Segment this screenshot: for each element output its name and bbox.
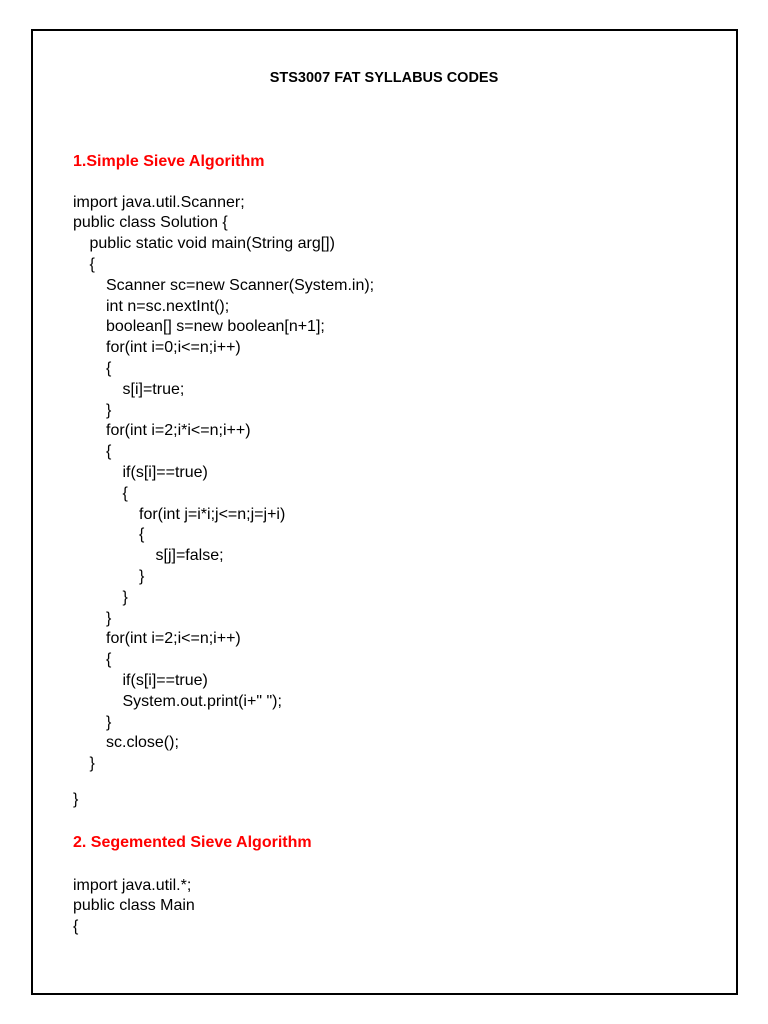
code-line: System.out.print(i+" "); bbox=[122, 692, 282, 710]
code-line: public static void main(String arg[]) bbox=[89, 235, 335, 253]
code-line: } bbox=[89, 755, 95, 773]
code-line: public class Main bbox=[73, 897, 195, 915]
code-line: boolean[] s=new boolean[n+1]; bbox=[106, 318, 325, 336]
code-line: sc.close(); bbox=[106, 734, 179, 752]
code-line: Scanner sc=new Scanner(System.in); bbox=[106, 276, 375, 294]
code-block bbox=[73, 193, 374, 811]
code-line: for(int j=i*i;j<=n;j=j+i) bbox=[139, 505, 286, 523]
code-line: { bbox=[106, 359, 112, 377]
section-heading: 2. Segemented Sieve Algorithm bbox=[73, 833, 312, 851]
code-line: } bbox=[106, 713, 112, 731]
code-line: } bbox=[106, 609, 112, 627]
code-line: } bbox=[73, 791, 79, 809]
code-line: } bbox=[122, 588, 128, 606]
code-line: { bbox=[106, 443, 112, 461]
code-line: for(int i=2;i*i<=n;i++) bbox=[106, 422, 251, 440]
code-line: if(s[i]==true) bbox=[122, 463, 208, 481]
code-line: s[j]=false; bbox=[155, 547, 224, 565]
code-line: for(int i=2;i<=n;i++) bbox=[106, 630, 241, 648]
code-line: { bbox=[139, 526, 145, 544]
code-line: for(int i=0;i<=n;i++) bbox=[106, 339, 241, 357]
code-line: int n=sc.nextInt(); bbox=[106, 297, 230, 315]
section-heading: 1.Simple Sieve Algorithm bbox=[73, 153, 265, 170]
code-line: } bbox=[139, 567, 145, 585]
code-line: { bbox=[106, 651, 112, 669]
code-line: s[i]=true; bbox=[122, 380, 185, 398]
code-line: { bbox=[122, 484, 128, 502]
code-line: public class Solution { bbox=[73, 214, 228, 232]
code-block bbox=[73, 876, 195, 938]
code-line: { bbox=[89, 255, 95, 273]
code-line: import java.util.Scanner; bbox=[73, 193, 245, 211]
document-title: STS3007 FAT SYLLABUS CODES bbox=[269, 70, 499, 86]
code-line: } bbox=[106, 401, 112, 419]
code-line: if(s[i]==true) bbox=[122, 671, 208, 689]
code-line: { bbox=[73, 918, 79, 936]
code-line: import java.util.*; bbox=[73, 876, 192, 894]
